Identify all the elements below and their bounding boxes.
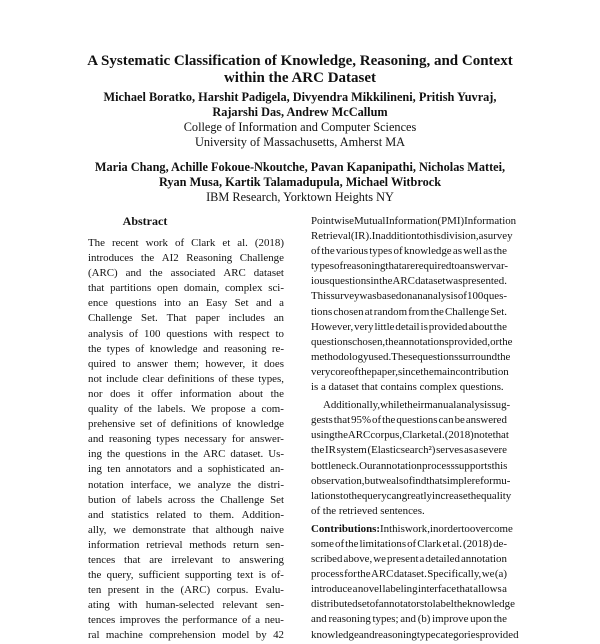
text-line: ten present in the (ARC) corpus. Evalu-: [88, 584, 284, 597]
text-line: not include clear definitions of these types,: [88, 372, 284, 385]
text-line: that partitions open domain, complex sci-: [88, 282, 284, 295]
text-line: and reasoning types necessary for answer-: [88, 433, 284, 446]
text-line: the types of knowledge and reasoning re-: [88, 342, 284, 355]
affiliation-ibm: IBM Research, Yorktown Heights NY: [206, 190, 394, 204]
text-line: the IR system (Elasticsearch²) serves as a severe: [311, 444, 507, 457]
text-line: This survey was based on an analysis of 100 ques-: [311, 290, 507, 303]
author-names-2: Rajarshi Das, Andrew McCallum: [212, 105, 388, 119]
text-line: tences that are irrelevant to answering: [88, 553, 284, 566]
abstract-heading: Abstract: [122, 214, 168, 228]
text-line: information retrieval methods return sen-: [88, 538, 284, 551]
author-names-1: Michael Boratko, Harshit Padigela, Divyendra Mikkilineni, Pritish Yuvraj,: [103, 90, 497, 104]
text-line: bution of labels across the Challenge Set: [88, 493, 284, 506]
text-line: Challenge Set. That paper includes an: [88, 312, 284, 325]
text-line: However, very little detail is provided about the: [311, 320, 507, 333]
text-line: ral machine comprehension model by 42: [88, 629, 284, 642]
affiliation-college: College of Information and Computer Sciences: [183, 120, 417, 134]
text-line: lations to the query can greatly increase the quality: [311, 489, 512, 502]
text-line: Pointwise Mutual Information (PMI) Information: [311, 215, 517, 227]
text-line: and reasoning types; and (b) improve upon the: [311, 613, 507, 626]
title-line-2: within the ARC Dataset: [223, 70, 377, 86]
introduction-column: [311, 214, 519, 641]
abstract-body: [88, 236, 284, 642]
text-line: tions chosen at random from the Challenge Set.: [311, 305, 507, 318]
text-line: ating with human-selected relevant sen-: [88, 599, 284, 612]
text-line: knowledge and reasoning type categories provided: [311, 628, 519, 641]
text-line: of the retrieved sentences.: [311, 504, 425, 517]
text-line: The recent work of Clark et al. (2018): [88, 237, 284, 249]
text-line: ing the questions in the ARC dataset. Us-: [88, 448, 284, 461]
text-line: introduce a novel labeling interface that allows a: [311, 583, 507, 596]
text-line: process for the ARC dataset. Specifically, we (a): [311, 568, 507, 581]
affiliation-university: University of Massachusetts, Amherst MA: [194, 135, 406, 149]
text-line: some of the limitations of Clark et al. (2018) de-: [311, 537, 507, 550]
text-line: nor does it offer information about the: [88, 387, 284, 400]
text-line: very core of the paper, since the main contribution: [311, 365, 509, 378]
text-line: quired to answer them; however, it does: [88, 357, 284, 370]
text-line: ing ten annotators and a sophisticated an-: [88, 463, 284, 476]
text-line: notation interface, we analyze the distri-: [88, 478, 284, 491]
text-line: methodology used. These questions surround the: [311, 350, 511, 363]
text-line: using the ARC corpus, Clark et al. (2018) note that: [311, 429, 509, 442]
text-line: introduces the AI2 Reasoning Challenge: [88, 252, 284, 265]
text-line: tences improves the performance of a neu-: [88, 614, 284, 627]
text-line: Retrieval (IR). In addition to this division, a survey: [311, 230, 513, 243]
text-line: bottleneck. Our annotation process supports this: [311, 459, 508, 472]
author-names-3: Maria Chang, Achille Fokoue-Nkoutche, Pavan Kapanipathi, Nicholas Mattei,: [94, 160, 506, 174]
title-line-1: A Systematic Classification of Knowledge, Reasoning, and Context: [87, 53, 513, 69]
text-line: scribed above, we present a detailed annotation: [311, 553, 507, 566]
text-line: of the various types of knowledge as well as the: [311, 245, 507, 258]
text-line: is a dataset that contains complex questions.: [311, 381, 504, 394]
text-line: questions chosen, the annotations provided, or the: [311, 335, 513, 348]
text-line: quality of the labels. We propose a com-: [88, 403, 284, 416]
text-line: ally, we demonstrate that although naive: [88, 523, 284, 536]
text-line: gests that 95% of the questions can be answered: [311, 414, 507, 427]
contributions-first-line: Contributions: In this work, in order to overcome: [311, 522, 507, 537]
text-line: (ARC) and the associated ARC dataset: [88, 267, 284, 280]
text-line: distributed set of annotators to label the knowledge: [311, 598, 515, 611]
text-line: prehensive set of definitions of knowledge: [88, 418, 284, 431]
text-line: Additionally, while their manual analysis sug-: [323, 399, 511, 412]
text-line: types of reasoning that are required to answer var-: [311, 260, 509, 273]
text-line: the query, sufficient supporting text is of-: [88, 569, 284, 582]
text-line: observation, but we also find that simple reformu-: [311, 474, 511, 487]
text-line: ious questions in the ARC dataset was presented.: [311, 275, 507, 288]
text-line: and statistics related to them. Addition-: [88, 508, 284, 521]
contributions-run-in: Contributions:: [311, 522, 380, 535]
text-line: ence questions into an Easy Set and a: [88, 297, 284, 310]
author-names-4: Ryan Musa, Kartik Talamadupula, Michael Witbrock: [158, 175, 442, 189]
text-line: analysis of 100 questions with respect to: [88, 327, 284, 340]
